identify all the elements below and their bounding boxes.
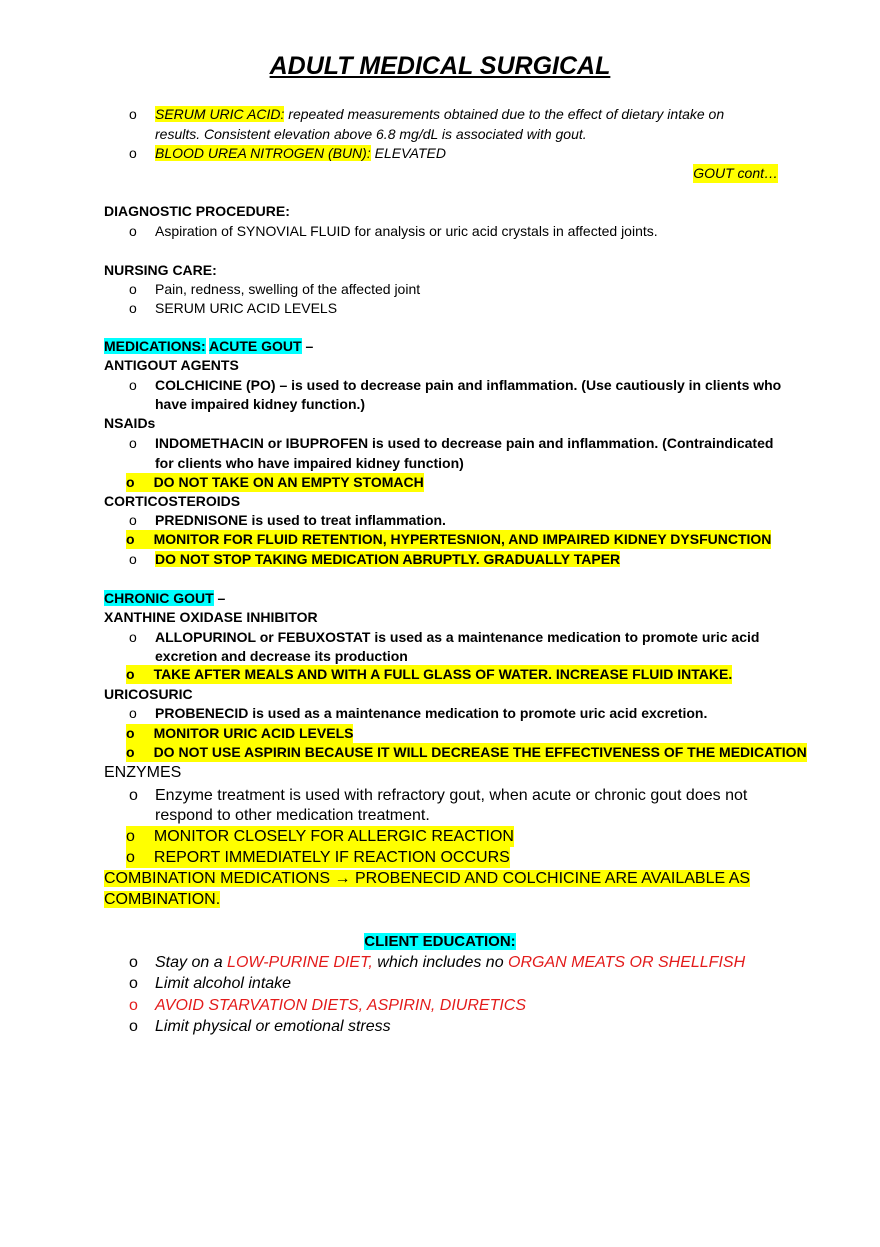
page-title: ADULT MEDICAL SURGICAL [269, 52, 611, 80]
report-text: REPORT IMMEDIATELY IF REACTION OCCURS [153, 849, 510, 866]
serum-uric-acid-text: repeated measurements obtained due to the effect of dietary intake on [284, 106, 725, 122]
bullet: o [129, 551, 137, 567]
education-item: Limit physical or emotional stress [155, 1018, 391, 1035]
organ-meats-text: ORGAN MEATS OR SHELLFISH [508, 954, 746, 971]
education-item: Limit alcohol intake [155, 975, 292, 992]
combination-text-3: COMBINATION. [104, 891, 221, 908]
after-meals-warning [126, 665, 732, 684]
colchicine-line-2: have impaired kidney function.) [155, 396, 366, 412]
dash: – [213, 590, 226, 606]
medications-label: MEDICATIONS: [104, 338, 206, 354]
bullet: o [129, 997, 138, 1014]
bun-line [155, 144, 446, 163]
bullet: o [126, 849, 135, 866]
nsaids-heading: NSAIDs [104, 415, 156, 431]
enzyme-line-2: respond to other medication treatment. [155, 807, 430, 824]
allopurinol-line-2: excretion and decrease its production [155, 648, 408, 664]
arrow-icon: → [334, 870, 351, 887]
enzymes-heading: ENZYMES [104, 764, 182, 781]
bullet: o [126, 531, 135, 547]
bullet: o [129, 106, 137, 122]
xanthine-heading: XANTHINE OXIDASE INHIBITOR [104, 609, 318, 625]
dash: – [301, 338, 314, 354]
bullet: o [129, 512, 137, 528]
bullet: o [129, 300, 137, 316]
chronic-gout-label: CHRONIC GOUT [104, 590, 214, 606]
client-education-label: CLIENT EDUCATION: [364, 933, 516, 950]
diagnostic-heading: DIAGNOSTIC PROCEDURE: [104, 203, 290, 219]
uricosuric-heading: URICOSURIC [104, 686, 193, 702]
bullet: o [126, 474, 135, 490]
bullet: o [126, 725, 135, 741]
combination-text-2: PROBENECID AND COLCHICINE ARE AVAILABLE AS [350, 870, 751, 887]
education-item: AVOID STARVATION DIETS, ASPIRIN, DIURETICS [155, 997, 527, 1014]
indomethacin-line: INDOMETHACIN or IBUPROFEN is used to decrease pain and inflammation. (Contraindicated [155, 435, 774, 451]
bullet: o [126, 666, 135, 682]
bullet: o [129, 705, 137, 721]
nursing-item: SERUM URIC ACID LEVELS [155, 300, 338, 316]
report-warning [126, 847, 510, 868]
bullet: o [126, 744, 135, 760]
bun-text: ELEVATED [370, 145, 446, 161]
antigout-heading: ANTIGOUT AGENTS [104, 357, 239, 373]
empty-stomach-text: DO NOT TAKE ON AN EMPTY STOMACH [153, 474, 424, 490]
education-item [155, 952, 745, 973]
aspirin-text: DO NOT USE ASPIRIN BECAUSE IT WILL DECREASE THE EFFECTIVENESS OF THE MEDICATION [153, 744, 807, 760]
serum-uric-acid-line-2: results. Consistent elevation above 6.8 mg/dL is associated with gout. [155, 126, 587, 142]
bullet: o [129, 223, 137, 239]
empty-stomach-warning [126, 473, 424, 492]
combination-line-2 [104, 889, 220, 910]
colchicine-line: COLCHICINE (PO) – is used to decrease pain and inflammation. (Use cautiously in clients who [155, 377, 782, 393]
acute-gout-label: ACUTE GOUT [209, 338, 302, 354]
bun-label: BLOOD UREA NITROGEN (BUN): [155, 145, 371, 161]
bullet: o [129, 1018, 138, 1035]
combination-text: COMBINATION MEDICATIONS [104, 870, 335, 887]
serum-uric-acid-line [155, 105, 724, 124]
gout-cont-label: GOUT cont… [693, 165, 778, 181]
monitor-uric-text: MONITOR URIC ACID LEVELS [153, 725, 354, 741]
diagnostic-item: Aspiration of SYNOVIAL FLUID for analysis or uric acid crystals in affected joints. [155, 223, 658, 239]
aspirin-warning [126, 743, 807, 762]
medications-acute-heading [104, 337, 313, 356]
after-meals-text: TAKE AFTER MEALS AND WITH A FULL GLASS OF WATER. INCREASE FLUID INTAKE. [153, 666, 733, 682]
bullet: o [129, 975, 138, 992]
bullet: o [126, 828, 135, 845]
education-text: which includes no [372, 954, 509, 971]
enzyme-line: Enzyme treatment is used with refractory gout, when acute or chronic gout does not [155, 787, 748, 804]
taper-warning [155, 550, 620, 569]
corticosteroids-heading: CORTICOSTEROIDS [104, 493, 241, 509]
probenecid-line: PROBENECID is used as a maintenance medication to promote uric acid excretion. [155, 705, 708, 721]
bullet: o [129, 787, 138, 804]
serum-uric-acid-label: SERUM URIC ACID: [155, 106, 285, 122]
chronic-gout-heading [104, 589, 225, 608]
monitor-fluid-warning [126, 530, 771, 549]
combination-line [104, 868, 750, 889]
monitor-fluid-text: MONITOR FOR FLUID RETENTION, HYPERTESNION, AND IMPAIRED KIDNEY DYSFUNCTION [153, 531, 772, 547]
bullet: o [129, 629, 137, 645]
bullet: o [129, 377, 137, 393]
allergic-text: MONITOR CLOSELY FOR ALLERGIC REACTION [153, 828, 514, 845]
client-education-heading [0, 931, 880, 952]
education-text: Stay on a [155, 954, 228, 971]
monitor-uric-warning [126, 724, 353, 743]
bullet: o [129, 145, 137, 161]
allergic-warning [126, 826, 514, 847]
low-purine-text: LOW-PURINE DIET, [227, 954, 373, 971]
bullet: o [129, 281, 137, 297]
bullet: o [129, 954, 138, 971]
prednisone-line: PREDNISONE is used to treat inflammation. [155, 512, 446, 528]
indomethacin-line-2: for clients who have impaired kidney function) [155, 455, 464, 471]
taper-text: DO NOT STOP TAKING MEDICATION ABRUPTLY. GRADUALLY TAPER [155, 551, 621, 567]
allopurinol-line: ALLOPURINOL or FEBUXOSTAT is used as a maintenance medication to promote uric acid [155, 629, 760, 645]
nursing-item: Pain, redness, swelling of the affected joint [155, 281, 421, 297]
bullet: o [129, 435, 137, 451]
nursing-heading: NURSING CARE: [104, 262, 217, 278]
